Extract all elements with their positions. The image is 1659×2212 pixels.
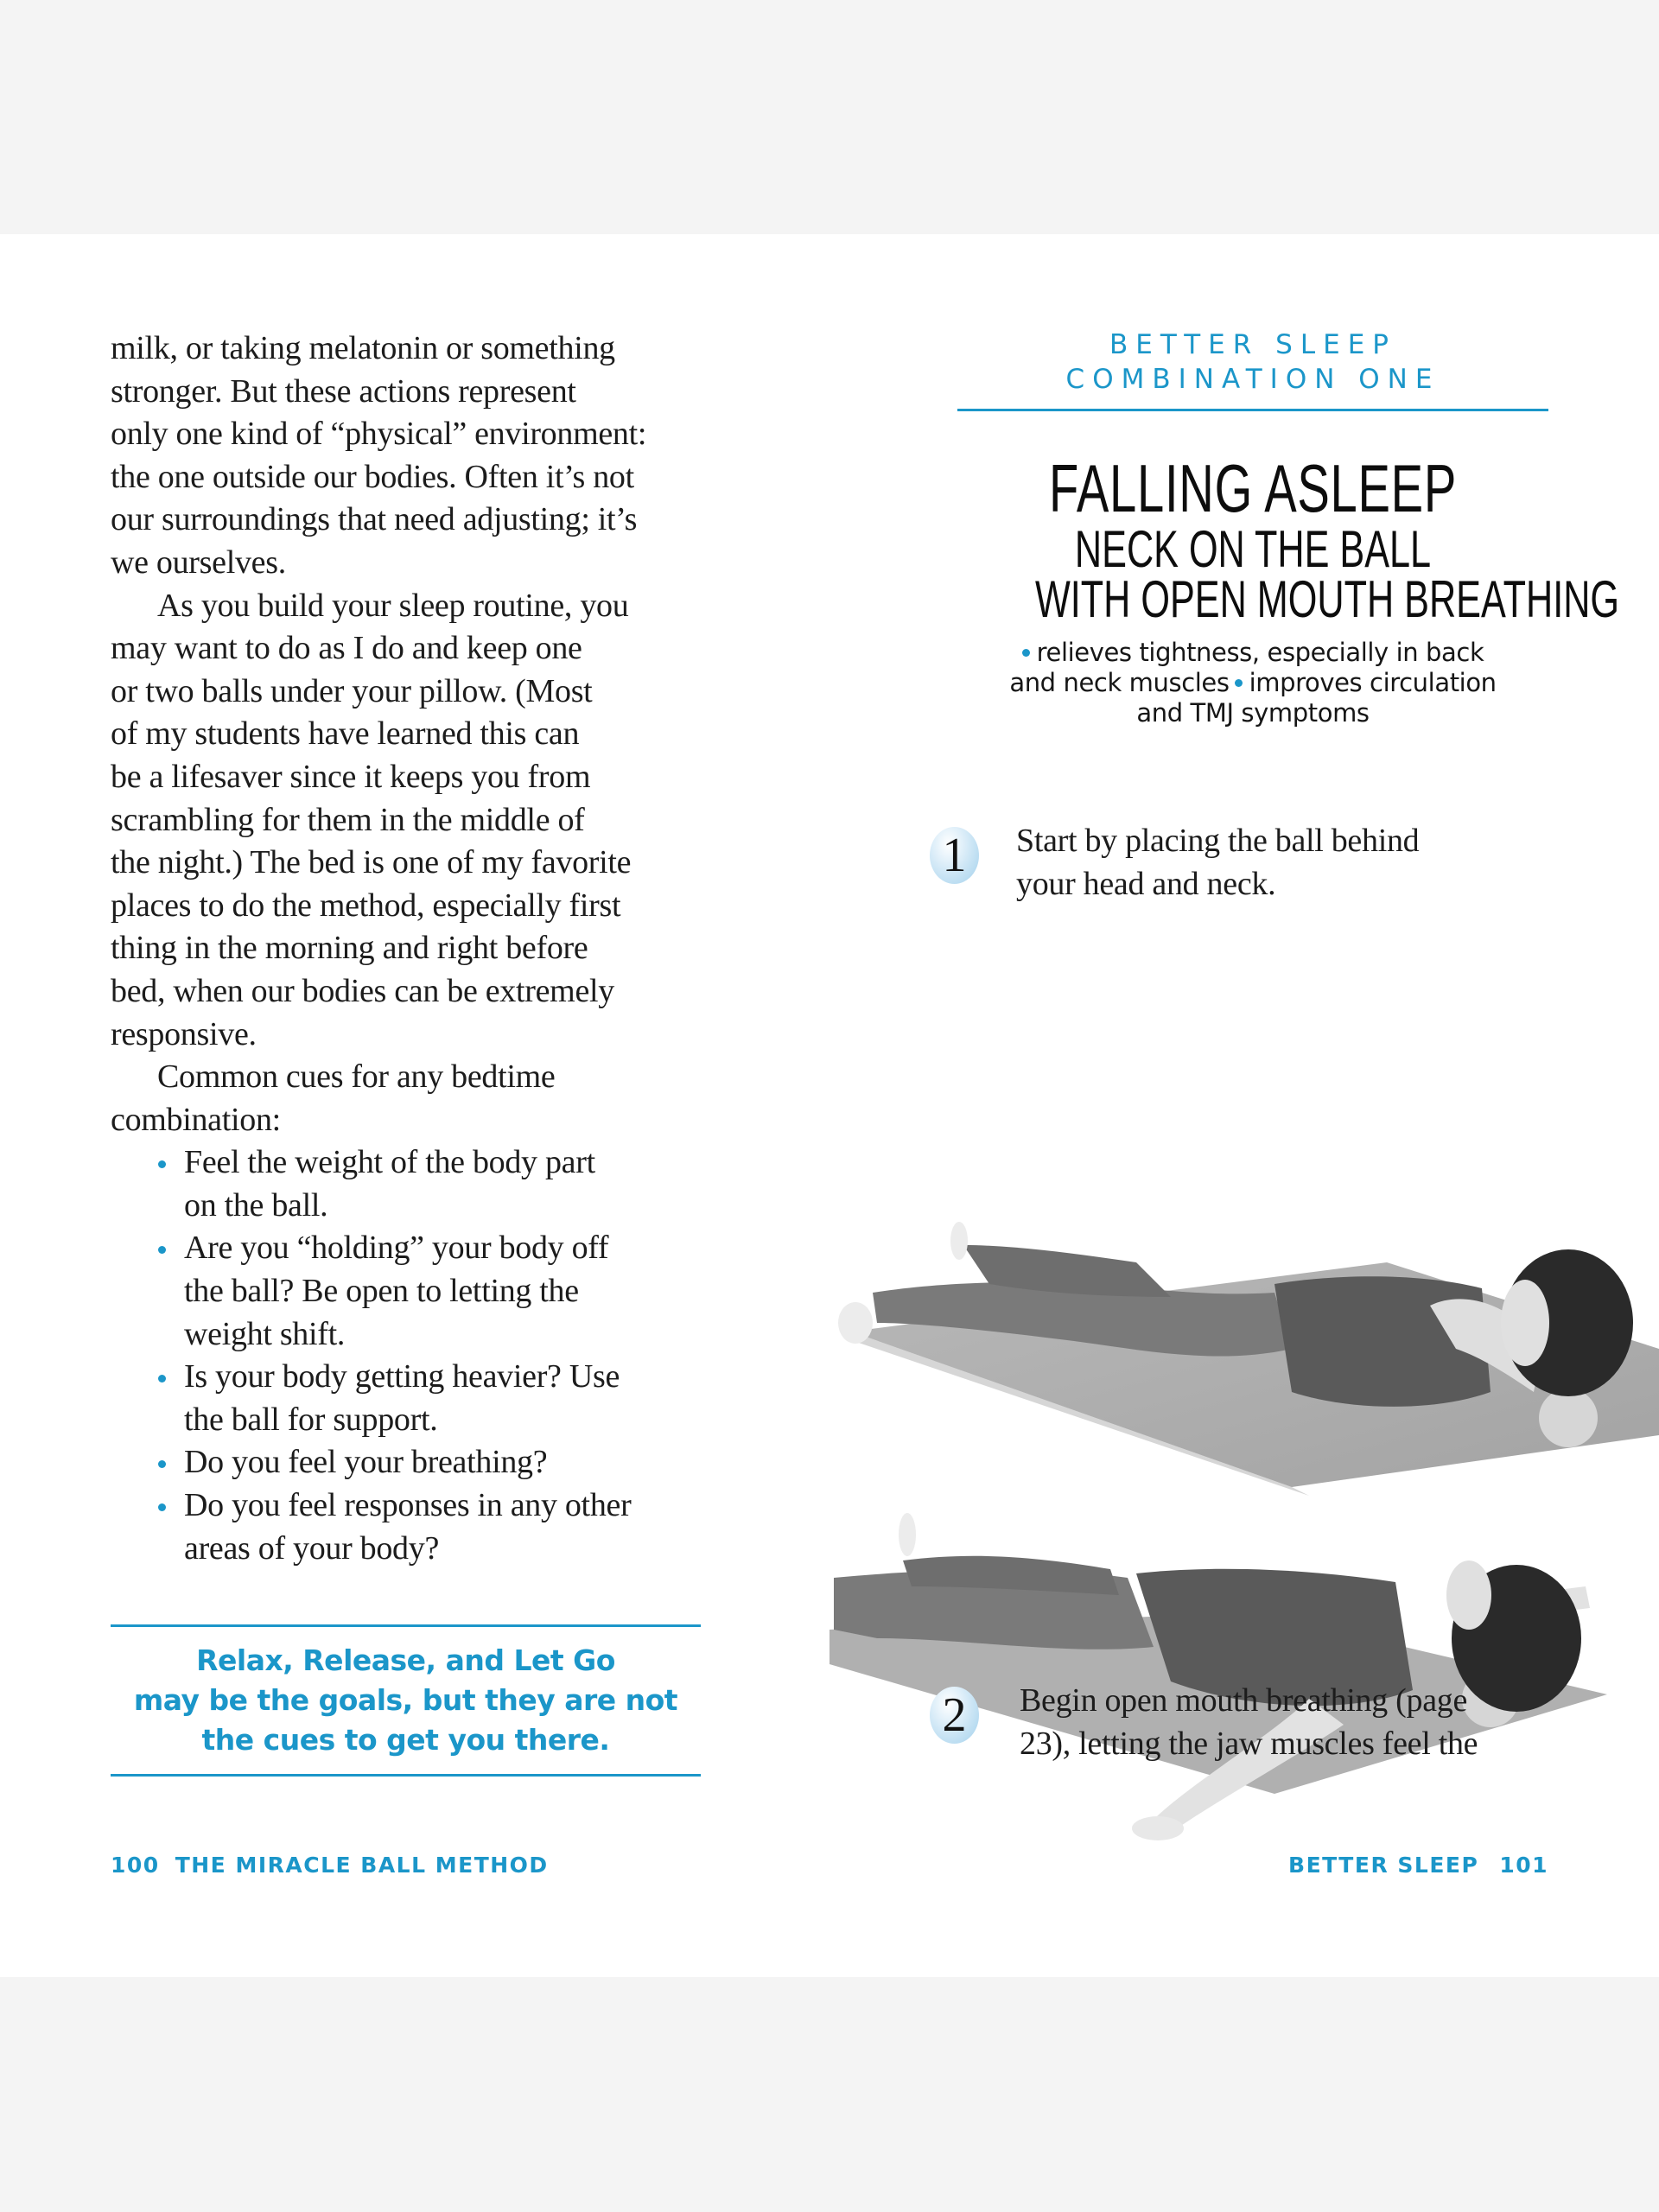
cue-item — [111, 1227, 715, 1356]
cue-item — [111, 1356, 715, 1441]
text-line: Do you feel your breathing? — [184, 1444, 548, 1481]
step-text — [1020, 1680, 1478, 1765]
text-line: of my students have learned this can — [111, 715, 580, 753]
text-line: Start by placing the ball behind — [1016, 823, 1420, 859]
text-line: Are you “holding” your body off — [184, 1230, 609, 1267]
photo-illustration — [825, 943, 1659, 1504]
bullet-dot-icon — [158, 1160, 166, 1168]
section-kicker — [957, 327, 1548, 397]
running-head: THE MIRACLE BALL METHOD — [175, 1853, 549, 1878]
subtitle-line: WITH OPEN MOUTH BREATHING — [1035, 570, 1620, 628]
bullet-dot-icon — [158, 1375, 166, 1382]
right-folio — [1288, 1853, 1548, 1878]
text-line: or two balls under your pillow. (Most — [111, 672, 593, 709]
text-line: As you build your sleep routine, you — [157, 587, 629, 624]
text-line: the night.) The bed is one of my favorite — [111, 844, 632, 881]
text-line: places to do the method, especially first — [111, 887, 621, 924]
text-line: your head and neck. — [1016, 865, 1276, 902]
text-line: scrambling for them in the middle of — [111, 801, 585, 838]
text-line: the ball? Be open to letting the — [184, 1273, 579, 1310]
text-line: the ball for support. — [184, 1401, 438, 1438]
step-number-badge: 2 — [930, 1687, 979, 1744]
text-line: stronger. But these actions represent — [111, 372, 576, 410]
step-text — [1016, 820, 1419, 906]
text-line: areas of your body? — [184, 1529, 440, 1567]
bullet-dot-icon — [158, 1503, 166, 1511]
bullet-dot-icon — [1235, 679, 1243, 687]
subtitle-line: NECK ON THE BALL — [1074, 520, 1432, 578]
text-line: bed, when our bodies can be extremely — [111, 972, 614, 1009]
text-line: 23), letting the jaw muscles feel the — [1020, 1725, 1478, 1762]
cue-list — [111, 1141, 715, 1570]
benefit-line — [950, 668, 1555, 698]
page-title: FALLING ASLEEP — [1048, 450, 1458, 526]
text-line: be a lifesaver since it keeps you from — [111, 758, 591, 795]
book-spread — [0, 234, 1659, 1977]
cue-item — [111, 1141, 715, 1227]
benefit-text: relieves tightness, especially in back — [1036, 638, 1484, 667]
text-line: Begin open mouth breathing (page — [1020, 1682, 1468, 1719]
text-line: Feel the weight of the body part — [184, 1144, 595, 1181]
left-folio — [111, 1853, 549, 1878]
bullet-dot-icon — [1022, 649, 1030, 657]
kicker-line: BETTER SLEEP — [1109, 329, 1396, 360]
text-line: Common cues for any bedtime — [157, 1058, 556, 1096]
benefit-line — [950, 638, 1555, 668]
exercise-title — [950, 450, 1620, 628]
text-line: the one outside our bodies. Often it’s not — [111, 458, 634, 495]
divider — [957, 409, 1548, 411]
body-text-column — [111, 327, 715, 1570]
bullet-dot-icon — [158, 1246, 166, 1254]
pull-quote — [111, 1624, 701, 1777]
paragraph-3 — [111, 1056, 715, 1141]
text-line: milk, or taking melatonin or something — [111, 330, 615, 366]
page-number: 100 — [111, 1853, 160, 1878]
page-number: 101 — [1499, 1853, 1548, 1878]
benefit-text: improves circulation — [1249, 668, 1497, 697]
text-line: our surroundings that need adjusting; it’s — [111, 501, 638, 538]
benefit-line: and TMJ symptoms — [1136, 698, 1370, 728]
text-line: responsive. — [111, 1015, 257, 1052]
kicker-line: COMBINATION ONE — [1065, 364, 1440, 395]
pull-quote-line: Relax, Release, and Let Go — [196, 1643, 615, 1677]
pull-quote-line: may be the goals, but they are not — [133, 1683, 678, 1717]
text-line: only one kind of “physical” environment: — [111, 416, 647, 453]
text-line: may want to do as I do and keep one — [111, 630, 582, 667]
text-line: weight shift. — [184, 1315, 346, 1352]
text-line: we ourselves. — [111, 543, 286, 581]
paragraph-2 — [111, 585, 715, 1057]
cue-item — [111, 1484, 715, 1570]
text-line: Do you feel responses in any other — [184, 1487, 632, 1524]
running-head: BETTER SLEEP — [1288, 1853, 1479, 1878]
pull-quote-line: the cues to get you there. — [201, 1723, 610, 1757]
benefit-text: and neck muscles — [1009, 668, 1230, 697]
benefits-list — [950, 638, 1555, 728]
paragraph-1 — [111, 327, 715, 585]
cue-item — [111, 1441, 715, 1484]
text-line: thing in the morning and right before — [111, 930, 588, 967]
text-line: combination: — [111, 1101, 281, 1138]
step-number-badge: 1 — [930, 827, 979, 884]
text-line: Is your body getting heavier? Use — [184, 1358, 620, 1395]
bullet-dot-icon — [158, 1460, 166, 1468]
exercise-photo-1 — [825, 943, 1659, 1504]
text-line: on the ball. — [184, 1186, 328, 1224]
